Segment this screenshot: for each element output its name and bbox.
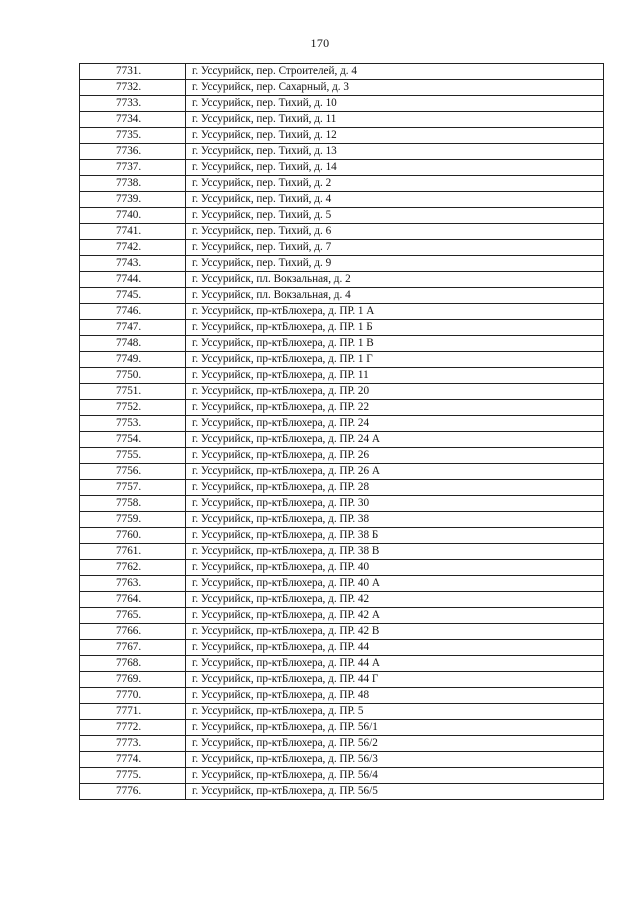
row-number-cell: 7752. bbox=[80, 400, 186, 416]
address-cell: г. Уссурийск, пер. Тихий, д. 13 bbox=[186, 144, 604, 160]
address-cell: г. Уссурийск, пер. Тихий, д. 7 bbox=[186, 240, 604, 256]
address-cell: г. Уссурийск, пр-ктБлюхера, д. ПР. 42 А bbox=[186, 608, 604, 624]
row-number-cell: 7733. bbox=[80, 96, 186, 112]
address-cell: г. Уссурийск, пр-ктБлюхера, д. ПР. 26 А bbox=[186, 464, 604, 480]
table-row bbox=[80, 336, 604, 352]
table-row bbox=[80, 224, 604, 240]
table-row bbox=[80, 784, 604, 800]
table-row bbox=[80, 752, 604, 768]
table-row bbox=[80, 560, 604, 576]
address-cell: г. Уссурийск, пр-ктБлюхера, д. ПР. 56/1 bbox=[186, 720, 604, 736]
table-row bbox=[80, 608, 604, 624]
address-cell: г. Уссурийск, пр-ктБлюхера, д. ПР. 1 Б bbox=[186, 320, 604, 336]
table-row bbox=[80, 176, 604, 192]
address-cell: г. Уссурийск, пр-ктБлюхера, д. ПР. 30 bbox=[186, 496, 604, 512]
table-row bbox=[80, 352, 604, 368]
address-cell: г. Уссурийск, пр-ктБлюхера, д. ПР. 48 bbox=[186, 688, 604, 704]
row-number-cell: 7764. bbox=[80, 592, 186, 608]
row-number-cell: 7763. bbox=[80, 576, 186, 592]
address-cell: г. Уссурийск, пер. Тихий, д. 9 bbox=[186, 256, 604, 272]
table-row bbox=[80, 640, 604, 656]
address-cell: г. Уссурийск, пр-ктБлюхера, д. ПР. 1 Г bbox=[186, 352, 604, 368]
address-cell: г. Уссурийск, пр-ктБлюхера, д. ПР. 56/5 bbox=[186, 784, 604, 800]
address-table-container bbox=[79, 63, 603, 800]
row-number-cell: 7761. bbox=[80, 544, 186, 560]
table-row bbox=[80, 736, 604, 752]
row-number-cell: 7775. bbox=[80, 768, 186, 784]
row-number-cell: 7737. bbox=[80, 160, 186, 176]
table-row bbox=[80, 624, 604, 640]
table-row bbox=[80, 304, 604, 320]
row-number-cell: 7759. bbox=[80, 512, 186, 528]
table-row bbox=[80, 128, 604, 144]
address-cell: г. Уссурийск, пр-ктБлюхера, д. ПР. 56/4 bbox=[186, 768, 604, 784]
row-number-cell: 7772. bbox=[80, 720, 186, 736]
row-number-cell: 7738. bbox=[80, 176, 186, 192]
row-number-cell: 7754. bbox=[80, 432, 186, 448]
table-row bbox=[80, 192, 604, 208]
address-cell: г. Уссурийск, пр-ктБлюхера, д. ПР. 40 А bbox=[186, 576, 604, 592]
address-cell: г. Уссурийск, пр-ктБлюхера, д. ПР. 44 Г bbox=[186, 672, 604, 688]
table-row bbox=[80, 80, 604, 96]
row-number-cell: 7744. bbox=[80, 272, 186, 288]
table-row bbox=[80, 288, 604, 304]
table-row bbox=[80, 256, 604, 272]
row-number-cell: 7735. bbox=[80, 128, 186, 144]
row-number-cell: 7751. bbox=[80, 384, 186, 400]
row-number-cell: 7756. bbox=[80, 464, 186, 480]
address-cell: г. Уссурийск, пл. Вокзальная, д. 2 bbox=[186, 272, 604, 288]
address-table-body bbox=[80, 64, 604, 800]
row-number-cell: 7758. bbox=[80, 496, 186, 512]
table-row bbox=[80, 240, 604, 256]
address-cell: г. Уссурийск, пер. Тихий, д. 10 bbox=[186, 96, 604, 112]
table-row bbox=[80, 96, 604, 112]
table-row bbox=[80, 112, 604, 128]
table-row bbox=[80, 64, 604, 80]
table-row bbox=[80, 544, 604, 560]
row-number-cell: 7753. bbox=[80, 416, 186, 432]
page-number: 170 bbox=[310, 36, 330, 50]
table-row bbox=[80, 768, 604, 784]
row-number-cell: 7770. bbox=[80, 688, 186, 704]
table-row bbox=[80, 208, 604, 224]
table-row bbox=[80, 688, 604, 704]
address-cell: г. Уссурийск, пр-ктБлюхера, д. ПР. 38 В bbox=[186, 544, 604, 560]
row-number-cell: 7750. bbox=[80, 368, 186, 384]
address-cell: г. Уссурийск, пр-ктБлюхера, д. ПР. 24 bbox=[186, 416, 604, 432]
address-cell: г. Уссурийск, пр-ктБлюхера, д. ПР. 22 bbox=[186, 400, 604, 416]
address-cell: г. Уссурийск, пл. Вокзальная, д. 4 bbox=[186, 288, 604, 304]
row-number-cell: 7741. bbox=[80, 224, 186, 240]
address-cell: г. Уссурийск, пр-ктБлюхера, д. ПР. 38 Б bbox=[186, 528, 604, 544]
row-number-cell: 7743. bbox=[80, 256, 186, 272]
address-cell: г. Уссурийск, пр-ктБлюхера, д. ПР. 28 bbox=[186, 480, 604, 496]
address-cell: г. Уссурийск, пер. Тихий, д. 14 bbox=[186, 160, 604, 176]
address-cell: г. Уссурийск, пер. Тихий, д. 11 bbox=[186, 112, 604, 128]
row-number-cell: 7771. bbox=[80, 704, 186, 720]
table-row bbox=[80, 576, 604, 592]
row-number-cell: 7739. bbox=[80, 192, 186, 208]
address-cell: г. Уссурийск, пр-ктБлюхера, д. ПР. 11 bbox=[186, 368, 604, 384]
table-row bbox=[80, 656, 604, 672]
address-cell: г. Уссурийск, пер. Тихий, д. 5 bbox=[186, 208, 604, 224]
table-row bbox=[80, 272, 604, 288]
table-row bbox=[80, 400, 604, 416]
row-number-cell: 7760. bbox=[80, 528, 186, 544]
row-number-cell: 7757. bbox=[80, 480, 186, 496]
table-row bbox=[80, 496, 604, 512]
address-cell: г. Уссурийск, пр-ктБлюхера, д. ПР. 40 bbox=[186, 560, 604, 576]
row-number-cell: 7766. bbox=[80, 624, 186, 640]
row-number-cell: 7768. bbox=[80, 656, 186, 672]
table-row bbox=[80, 704, 604, 720]
row-number-cell: 7769. bbox=[80, 672, 186, 688]
table-row bbox=[80, 592, 604, 608]
table-row bbox=[80, 368, 604, 384]
address-cell: г. Уссурийск, пр-ктБлюхера, д. ПР. 1 В bbox=[186, 336, 604, 352]
table-row bbox=[80, 320, 604, 336]
row-number-cell: 7736. bbox=[80, 144, 186, 160]
address-cell: г. Уссурийск, пр-ктБлюхера, д. ПР. 56/3 bbox=[186, 752, 604, 768]
address-cell: г. Уссурийск, пр-ктБлюхера, д. ПР. 38 bbox=[186, 512, 604, 528]
address-cell: г. Уссурийск, пр-ктБлюхера, д. ПР. 42 bbox=[186, 592, 604, 608]
address-cell: г. Уссурийск, пер. Тихий, д. 2 bbox=[186, 176, 604, 192]
row-number-cell: 7762. bbox=[80, 560, 186, 576]
table-row bbox=[80, 432, 604, 448]
address-cell: г. Уссурийск, пр-ктБлюхера, д. ПР. 42 В bbox=[186, 624, 604, 640]
table-row bbox=[80, 384, 604, 400]
table-row bbox=[80, 160, 604, 176]
row-number-cell: 7746. bbox=[80, 304, 186, 320]
row-number-cell: 7740. bbox=[80, 208, 186, 224]
row-number-cell: 7747. bbox=[80, 320, 186, 336]
row-number-cell: 7765. bbox=[80, 608, 186, 624]
address-cell: г. Уссурийск, пер. Тихий, д. 12 bbox=[186, 128, 604, 144]
address-table bbox=[79, 63, 604, 800]
row-number-cell: 7776. bbox=[80, 784, 186, 800]
row-number-cell: 7773. bbox=[80, 736, 186, 752]
row-number-cell: 7734. bbox=[80, 112, 186, 128]
row-number-cell: 7749. bbox=[80, 352, 186, 368]
row-number-cell: 7732. bbox=[80, 80, 186, 96]
address-cell: г. Уссурийск, пер. Сахарный, д. 3 bbox=[186, 80, 604, 96]
row-number-cell: 7748. bbox=[80, 336, 186, 352]
table-row bbox=[80, 464, 604, 480]
table-row bbox=[80, 144, 604, 160]
row-number-cell: 7755. bbox=[80, 448, 186, 464]
table-row bbox=[80, 448, 604, 464]
address-cell: г. Уссурийск, пр-ктБлюхера, д. ПР. 26 bbox=[186, 448, 604, 464]
row-number-cell: 7742. bbox=[80, 240, 186, 256]
table-row bbox=[80, 416, 604, 432]
address-cell: г. Уссурийск, пр-ктБлюхера, д. ПР. 20 bbox=[186, 384, 604, 400]
table-row bbox=[80, 512, 604, 528]
table-row bbox=[80, 720, 604, 736]
address-cell: г. Уссурийск, пр-ктБлюхера, д. ПР. 5 bbox=[186, 704, 604, 720]
address-cell: г. Уссурийск, пр-ктБлюхера, д. ПР. 1 А bbox=[186, 304, 604, 320]
address-cell: г. Уссурийск, пр-ктБлюхера, д. ПР. 44 А bbox=[186, 656, 604, 672]
row-number-cell: 7745. bbox=[80, 288, 186, 304]
address-cell: г. Уссурийск, пр-ктБлюхера, д. ПР. 44 bbox=[186, 640, 604, 656]
table-row bbox=[80, 480, 604, 496]
address-cell: г. Уссурийск, пр-ктБлюхера, д. ПР. 24 А bbox=[186, 432, 604, 448]
address-cell: г. Уссурийск, пер. Тихий, д. 4 bbox=[186, 192, 604, 208]
address-cell: г. Уссурийск, пер. Строителей, д. 4 bbox=[186, 64, 604, 80]
table-row bbox=[80, 672, 604, 688]
row-number-cell: 7767. bbox=[80, 640, 186, 656]
row-number-cell: 7774. bbox=[80, 752, 186, 768]
address-cell: г. Уссурийск, пр-ктБлюхера, д. ПР. 56/2 bbox=[186, 736, 604, 752]
table-row bbox=[80, 528, 604, 544]
row-number-cell: 7731. bbox=[80, 64, 186, 80]
address-cell: г. Уссурийск, пер. Тихий, д. 6 bbox=[186, 224, 604, 240]
